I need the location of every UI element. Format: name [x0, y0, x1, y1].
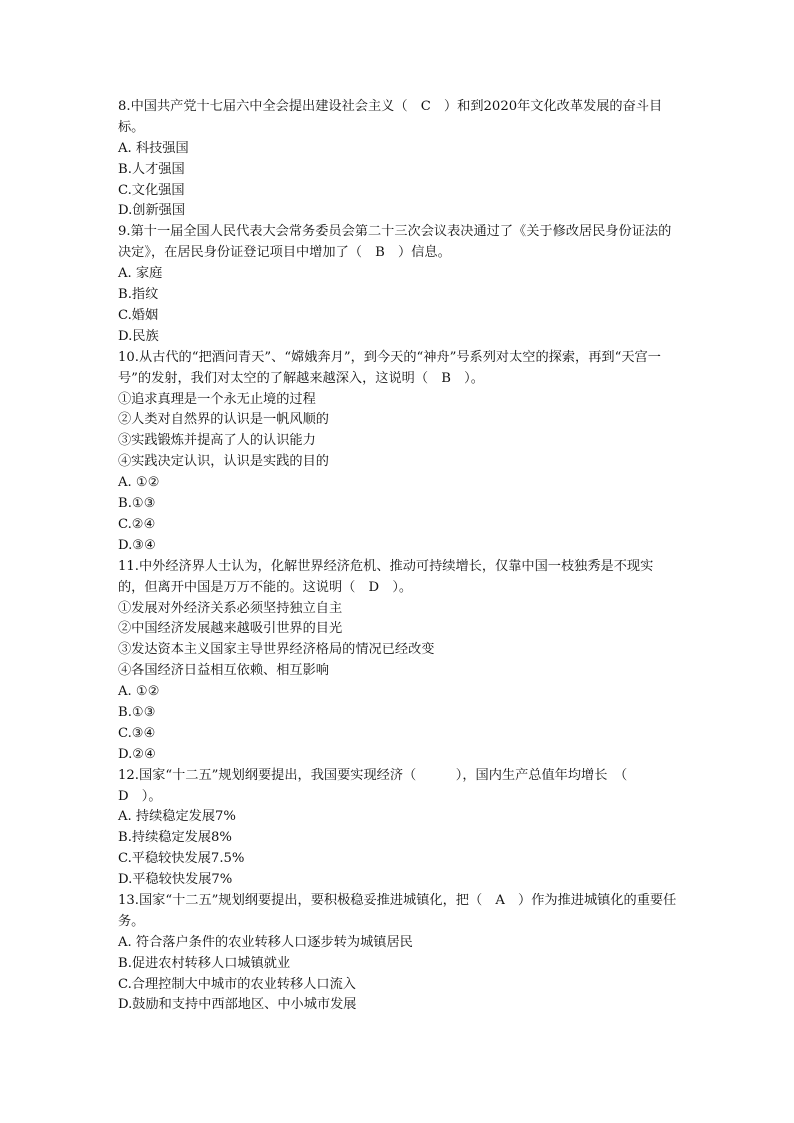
question-12 [118, 766, 678, 891]
statement-4: ④实践决定认识，认识是实践的目的 [118, 454, 329, 470]
statement-3: ③发达资本主义国家主导世界经济格局的情况已经改变 [118, 642, 435, 658]
statement-2: ②人类对自然界的认识是一帆风顺的 [118, 412, 329, 428]
option-c: C.平稳较快发展7.5% [118, 851, 245, 867]
statement-1: ①追求真理是一个永无止境的过程 [118, 391, 316, 407]
question-stem: 9.第十一届全国人民代表大会常务委员会第二十三次会议表决通过了《关于修改居民身份证法的决定》，在居民身份证登记项目中增加了（ B ）信息。 [118, 224, 672, 261]
question-11 [118, 557, 678, 766]
option-d: D.创新强国 [118, 203, 186, 219]
document-page [118, 97, 678, 1016]
option-d: D.②④ [118, 746, 156, 762]
option-a: A. 科技强国 [118, 140, 189, 156]
option-b: B.持续稳定发展8% [118, 830, 232, 846]
option-a: A. ①② [118, 684, 160, 700]
question-stem: 13.国家“十二五”规划纲要提出，要积极稳妥推进城镇化，把（ A ）作为推进城镇化的重要任务。 [118, 893, 677, 929]
statement-3: ③实践锻炼并提高了人的认识能力 [118, 433, 316, 449]
option-c: C.婚姻 [118, 307, 159, 323]
option-b: B.①③ [118, 496, 156, 512]
question-stem: 11.中外经济界人士认为，化解世界经济危机、推动可持续增长，仅靠中国一枝独秀是不现实的，但离开中国是万万不能的。这说明（ D ）。 [118, 558, 654, 595]
question-stem: 10.从古代的“把酒问青天”、“嫦娥奔月”，到今天的“神舟”号系列对太空的探索，再到“天宫一号”的发射，我们对太空的了解越来越深入，这说明（ B ）。 [118, 349, 661, 386]
option-a: A. 家庭 [118, 266, 163, 282]
option-c: C.③④ [118, 725, 156, 741]
option-d: D.鼓励和支持中西部地区、中小城市发展 [118, 997, 357, 1013]
option-c: C.合理控制大中城市的农业转移人口流入 [118, 976, 356, 992]
option-c: C.②④ [118, 516, 156, 532]
option-a: A. 持续稳定发展7% [118, 809, 236, 825]
option-d: D.平稳较快发展7% [118, 872, 233, 888]
option-a: A. ①② [118, 475, 160, 491]
option-b: B.指纹 [118, 287, 159, 303]
option-c: C.文化强国 [118, 182, 185, 198]
question-8 [118, 97, 678, 222]
statement-1: ①发展对外经济关系必须坚持独立自主 [118, 600, 343, 616]
option-b: B.人才强国 [118, 161, 185, 177]
statement-2: ②中国经济发展越来越吸引世界的目光 [118, 621, 343, 637]
option-b: B.促进农村转移人口城镇就业 [118, 955, 291, 971]
question-stem: 12.国家“十二五”规划纲要提出，我国要实现经济（ ），国内生产总值年均增长 （ D ）。 [118, 767, 641, 804]
question-stem: 8.中国共产党十七届六中全会提出建设社会主义（ C ）和到2020年文化改革发展的奋斗目标。 [118, 99, 663, 135]
option-d: D.民族 [118, 328, 159, 344]
option-b: B.①③ [118, 704, 156, 720]
option-d: D.③④ [118, 537, 156, 553]
question-13 [118, 891, 678, 1016]
question-10 [118, 348, 678, 557]
option-a: A. 符合落户条件的农业转移人口逐步转为城镇居民 [118, 934, 413, 950]
question-9 [118, 222, 678, 347]
statement-4: ④各国经济日益相互依赖、相互影响 [118, 663, 329, 679]
